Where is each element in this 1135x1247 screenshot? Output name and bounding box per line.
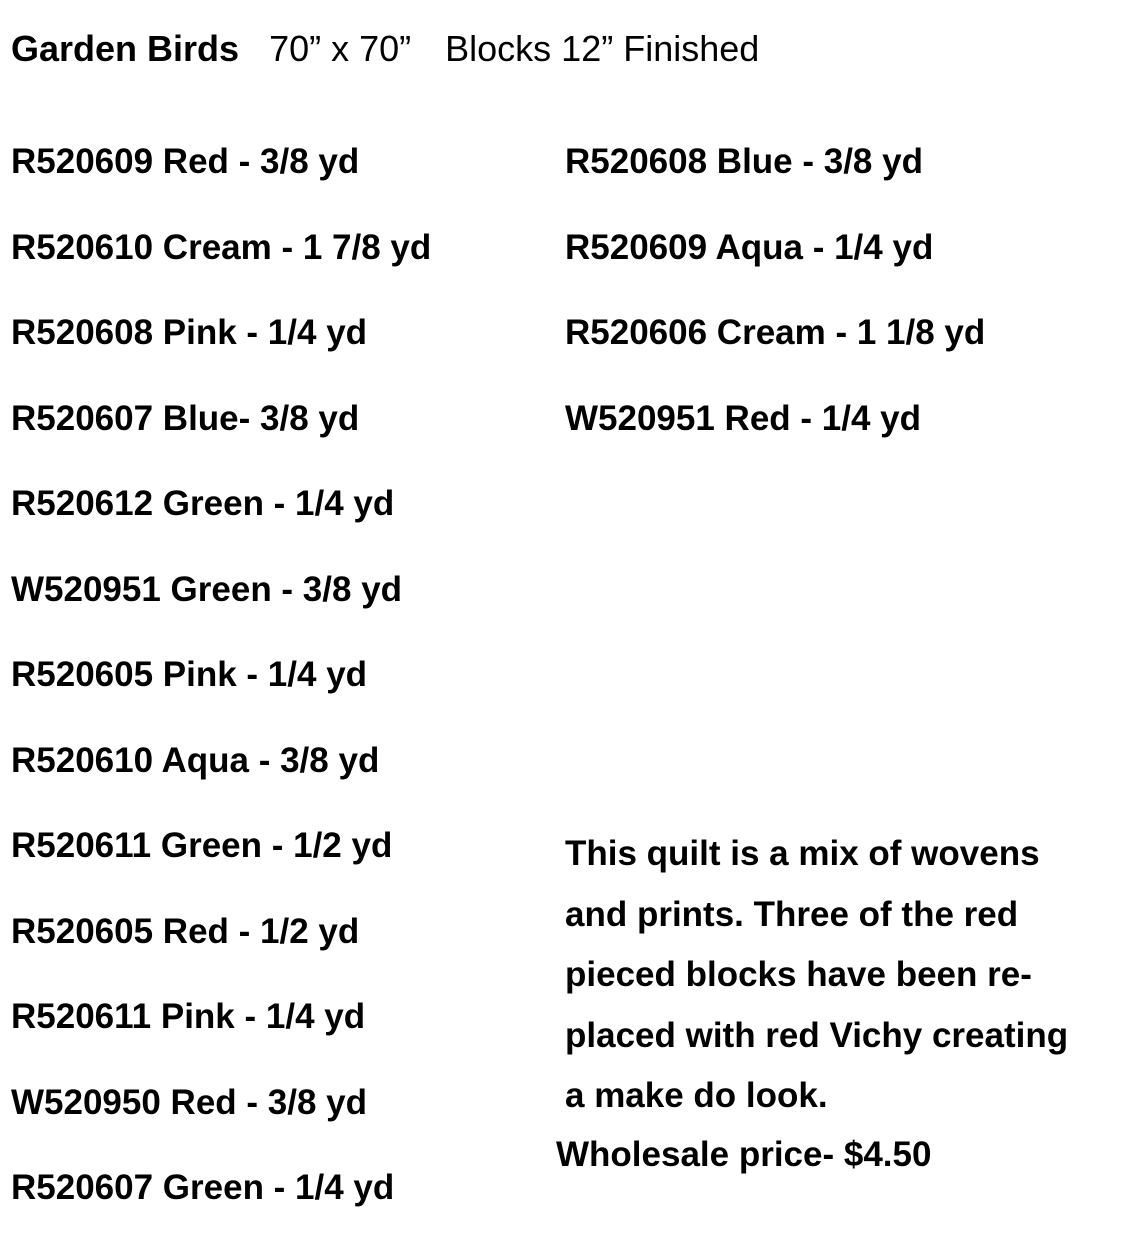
fabric-item: R520608 Pink - 1/4 yd [11,313,368,352]
fabric-item: R520610 Cream - 1 7/8 yd [11,228,432,267]
quilt-note [565,824,1125,1127]
fabric-item: R520609 Aqua - 1/4 yd [565,228,934,267]
fabric-item: R520609 Red - 3/8 yd [11,142,360,181]
fabric-item: R520605 Red - 1/2 yd [11,912,360,951]
note-line: and prints. Three of the red [565,894,1019,934]
fabric-item: W520951 Green - 3/8 yd [11,570,403,609]
quilt-title: Garden Birds [11,28,240,69]
fabric-item: R520608 Blue - 3/8 yd [565,142,923,181]
note-line: a make do look. [565,1076,828,1115]
fabric-item: W520950 Red - 3/8 yd [11,1083,367,1122]
fabric-item: R520612 Green - 1/4 yd [11,484,395,523]
fabric-item: R520611 Pink - 1/4 yd [11,997,366,1036]
fabric-item: R520610 Aqua - 3/8 yd [11,741,380,780]
wholesale-price: Wholesale price- $4.50 [556,1135,932,1174]
fabric-item: W520951 Red - 1/4 yd [565,399,921,438]
fabric-item: R520606 Cream - 1 1/8 yd [565,313,986,352]
note-line: placed with red Vichy creating [565,1015,1069,1055]
block-size: Blocks 12” Finished [445,28,760,69]
fabric-item: R520611 Green - 1/2 yd [11,826,393,865]
fabric-item: R520607 Blue- 3/8 yd [11,399,360,438]
page-header [11,26,759,72]
note-line: pieced blocks have been re- [565,955,1032,994]
fabric-item: R520605 Pink - 1/4 yd [11,655,368,694]
note-line: This quilt is a mix of wovens [565,834,1040,873]
quilt-size: 70” x 70” [269,28,412,69]
fabric-item: R520607 Green - 1/4 yd [11,1168,395,1207]
